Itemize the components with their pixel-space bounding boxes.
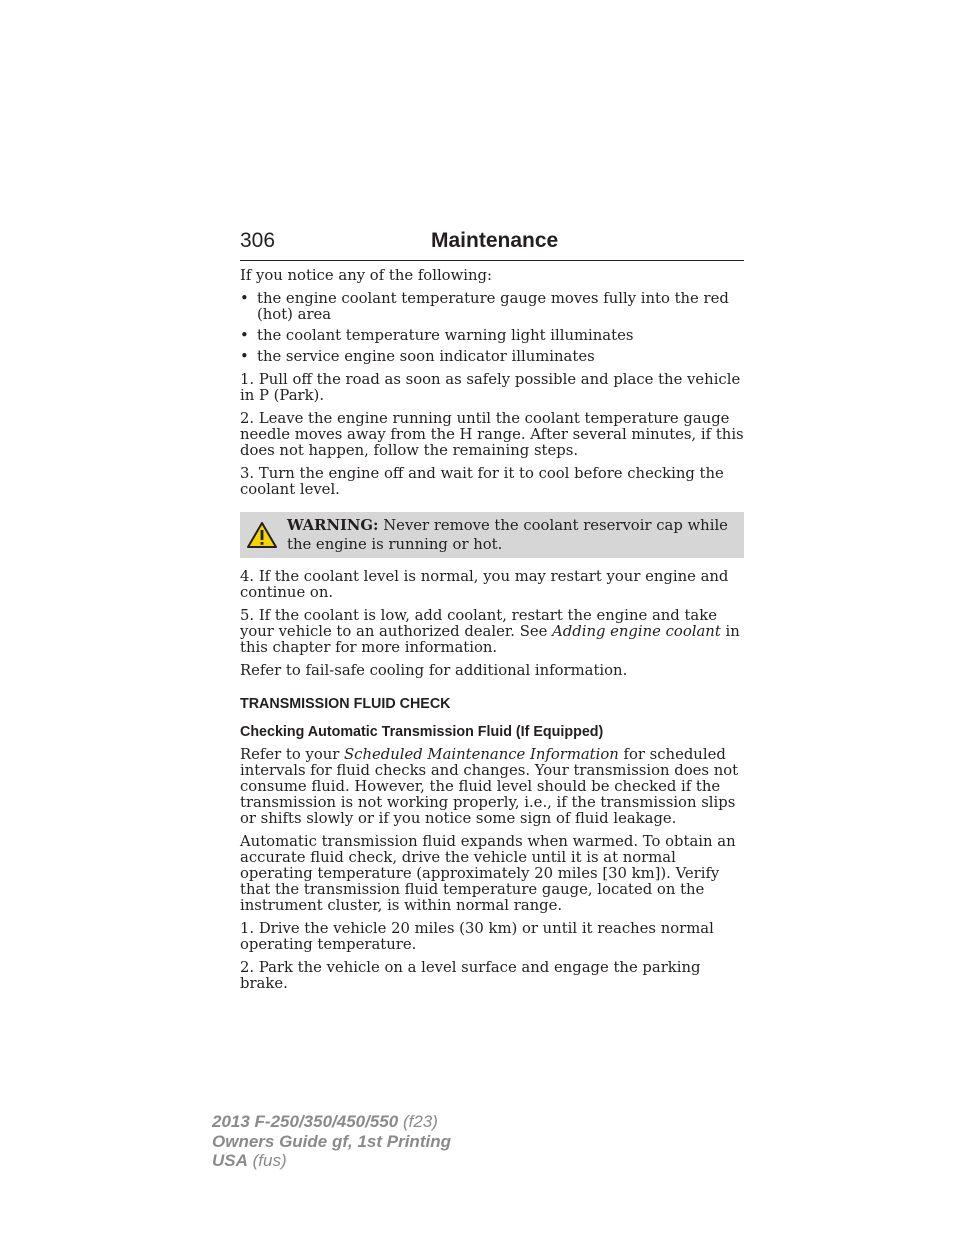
warning-body: Never remove the coolant reservoir cap while the engine is running or hot. <box>287 517 728 553</box>
step-2: 2. Leave the engine running until the coolant temperature gauge needle moves away from the H range. After several minutes, if this does not happen, follow the remaining steps. <box>240 410 744 459</box>
footer-region: USA <box>212 1151 248 1170</box>
list-item-text: the service engine soon indicator illuminates <box>257 348 595 365</box>
warning-text <box>287 516 734 554</box>
step-5-text: 5. If the coolant is low, add coolant, restart the engine and take your vehicle to an authorized dealer. See <box>240 607 717 640</box>
paragraph-maintenance-info <box>240 747 744 827</box>
chapter-title: Maintenance <box>431 229 559 252</box>
footer-line-region <box>212 1151 451 1171</box>
bullet-icon: • <box>240 327 249 344</box>
intro-text: If you notice any of the following: <box>240 267 492 284</box>
warning-box <box>240 512 744 558</box>
section-title: TRANSMISSION FLUID CHECK <box>240 696 451 712</box>
page-number: 306 <box>240 229 276 252</box>
list-item <box>240 291 744 323</box>
step-5-text-end: in this chapter for more information. <box>240 623 740 656</box>
paragraph-text: Refer to your <box>240 746 345 763</box>
list-item-text: the engine coolant temperature gauge moves fully into the red (hot) area <box>257 290 729 323</box>
subsection-title: Checking Automatic Transmission Fluid (If Equipped) <box>240 724 604 740</box>
footer-region-code: (fus) <box>247 1151 287 1170</box>
page-header <box>240 229 744 261</box>
scheduled-maintenance-reference: Scheduled Maintenance Information <box>344 746 619 763</box>
footer-model: 2013 F-250/350/450/550 <box>212 1112 399 1131</box>
footer-line-model <box>212 1112 451 1132</box>
list-item-text: the coolant temperature warning light illuminates <box>257 327 634 344</box>
step-1: 1. Pull off the road as soon as safely possible and place the vehicle in P (Park). <box>240 371 741 404</box>
step-drive: 1. Drive the vehicle 20 miles (30 km) or until it reaches normal operating temperature. <box>240 920 714 953</box>
step-3: 3. Turn the engine off and wait for it to cool before checking the coolant level. <box>240 465 724 498</box>
adding-engine-coolant-reference: Adding engine coolant <box>552 623 721 640</box>
bullet-icon: • <box>240 348 249 365</box>
list-item <box>240 349 744 365</box>
failsafe-note: Refer to fail-safe cooling for additional information. <box>240 662 628 679</box>
paragraph-fluid-expands: Automatic transmission fluid expands when warmed. To obtain an accurate fluid check, drive the vehicle until it is at normal operating temperature (approximately 20 miles [30 km]). Verify that the transmission fluid temperature gauge, located on the instrument cluster, is within normal range. <box>240 833 736 914</box>
warning-label: WARNING: <box>287 517 379 534</box>
bullet-icon: • <box>240 290 249 307</box>
step-park: 2. Park the vehicle on a level surface and engage the parking brake. <box>240 959 701 992</box>
paragraph-text-end: for scheduled intervals for fluid checks and changes. Your transmission does not consume fluid. However, the fluid level should be checked if the transmission is not working properly, i.e., if the transmission slips or shifts slowly or if you notice some sign of fluid leakage. <box>240 746 739 827</box>
page-footer <box>212 1112 451 1171</box>
warning-triangle-icon <box>246 521 278 549</box>
step-5 <box>240 608 744 656</box>
footer-model-code: (f23) <box>398 1112 438 1131</box>
page-content <box>240 268 744 999</box>
step-4: 4. If the coolant level is normal, you may restart your engine and continue on. <box>240 568 729 601</box>
footer-line-guide: Owners Guide gf, 1st Printing <box>212 1131 451 1151</box>
list-item <box>240 328 744 344</box>
